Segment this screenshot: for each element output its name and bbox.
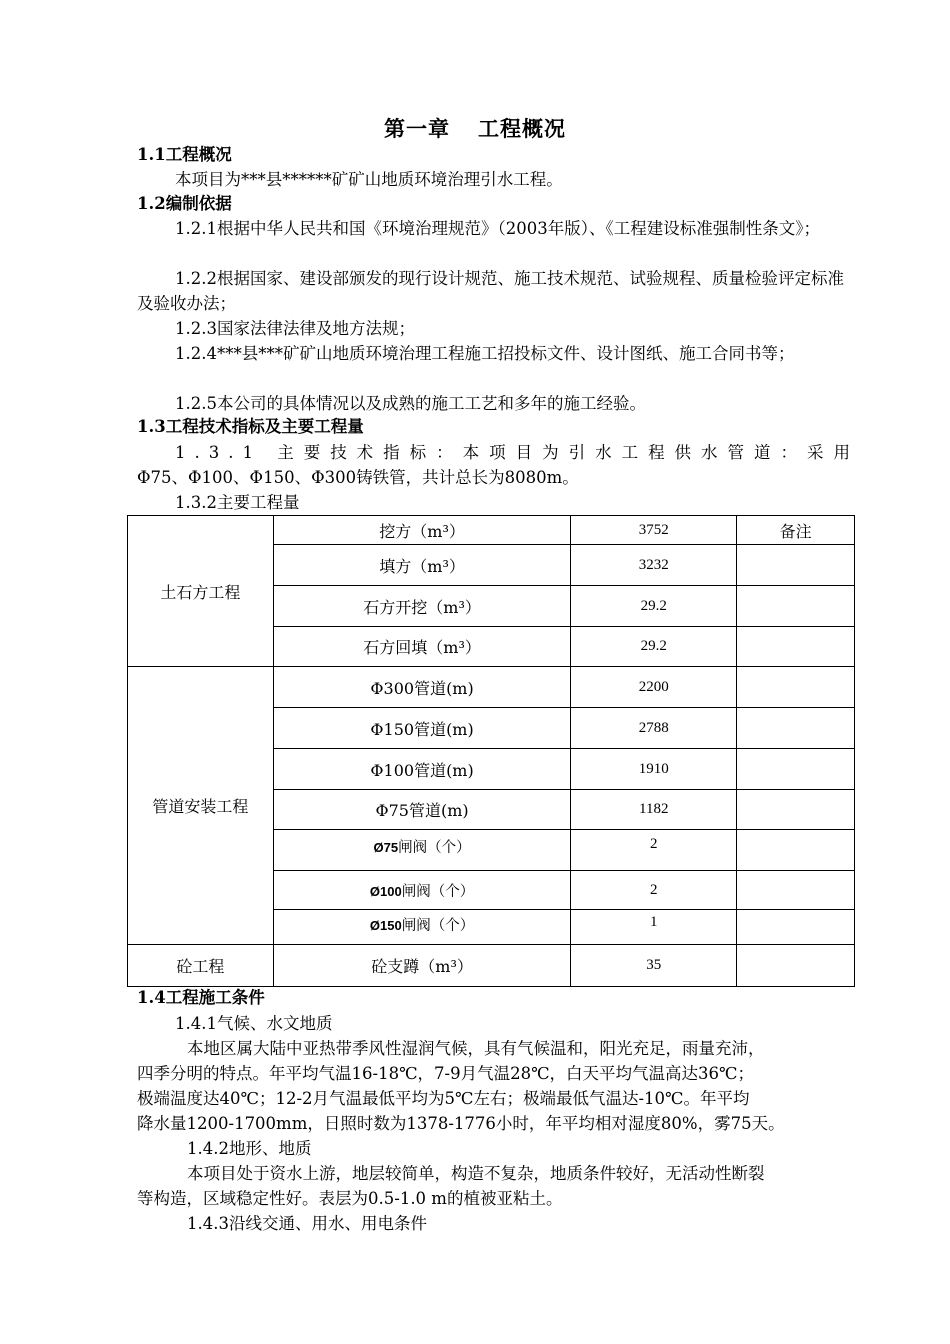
item-cell: 石方开挖（m³） — [273, 586, 571, 627]
quantities-table — [127, 515, 855, 987]
chapter-title — [0, 113, 950, 143]
remark-cell — [737, 945, 855, 987]
item-cell: Ø100闸阀（个） — [273, 871, 571, 910]
group-pipe-install: 管道安装工程 — [128, 667, 274, 945]
subsection-1-4-3: 1.4.3沿线交通、用水、用电条件 — [187, 1214, 427, 1233]
item-cell: 石方回填（m³） — [273, 627, 571, 667]
table-row — [128, 667, 855, 708]
quantity-cell: 29.2 — [571, 627, 737, 667]
item-cell: Ø150闸阀（个） — [273, 910, 571, 945]
quantity-cell: 1910 — [571, 749, 737, 790]
quantity-cell: 29.2 — [571, 586, 737, 627]
section-1-4-heading: 1.4工程施工条件 — [137, 988, 265, 1007]
remark-header: 备注 — [737, 516, 855, 545]
climate-line-4: 降水量1200-1700mm，日照时数为1378-1776小时，年平均相对湿度80%，雾75天。 — [137, 1114, 785, 1133]
item-cell: Φ100管道(m) — [273, 749, 571, 790]
remark-cell — [737, 871, 855, 910]
basis-item-2: 1.2.2根据国家、建设部颁发的现行设计规范、施工技术规范、试验规程、质量检验评定标准及验收办法； — [137, 269, 844, 313]
remark-cell — [737, 790, 855, 830]
table-row — [128, 516, 855, 545]
quantity-cell: 2788 — [571, 708, 737, 749]
basis-item-1: 1.2.1根据中华人民共和国《环境治理规范》（2003年版）、《工程建设标准强制性条文》； — [175, 219, 820, 238]
item-cell: Ø75闸阀（个） — [273, 830, 571, 871]
geology-line-2: 等构造，区域稳定性好。表层为0.5-1.0 m的植被亚粘土。 — [137, 1189, 563, 1208]
quantity-cell: 2 — [571, 830, 737, 871]
item-cell: Φ75管道(m) — [273, 790, 571, 830]
chapter-name: 工程概况 — [478, 116, 566, 141]
remark-cell — [737, 627, 855, 667]
item-cell: 填方（m³） — [273, 545, 571, 586]
tech-index-line-2: Φ75、Φ100、Φ150、Φ300铸铁管，共计总长为8080m。 — [137, 468, 579, 487]
quantity-cell: 3232 — [571, 545, 737, 586]
basis-item-3: 1.2.3国家法律法律及地方法规； — [175, 319, 415, 338]
subsection-1-4-2: 1.4.2地形、地质 — [187, 1139, 312, 1158]
item-cell: Φ150管道(m) — [273, 708, 571, 749]
section-1-1-text: 本项目为***县******矿矿山地质环境治理引水工程。 — [175, 170, 563, 189]
item-cell: 挖方（m³） — [273, 516, 571, 545]
basis-item-4: 1.2.4***县***矿矿山地质环境治理工程施工招投标文件、设计图纸、施工合同书等； — [175, 344, 795, 363]
geology-line-1: 本项目处于资水上游，地层较简单，构造不复杂，地质条件较好，无活动性断裂 — [187, 1164, 765, 1183]
group-concrete: 砼工程 — [128, 945, 274, 987]
basis-item-5: 1.2.5本公司的具体情况以及成熟的施工工艺和多年的施工经验。 — [175, 394, 646, 413]
remark-cell — [737, 708, 855, 749]
quantity-cell: 1 — [571, 910, 737, 945]
item-cell: Φ300管道(m) — [273, 667, 571, 708]
remark-cell — [737, 910, 855, 945]
remark-cell — [737, 586, 855, 627]
tech-index-line-1: 1.3.1 主要技术指标：本项目为引水工程供水管道：采用 — [175, 443, 859, 462]
quantity-cell: 1182 — [571, 790, 737, 830]
remark-cell — [737, 749, 855, 790]
remark-cell — [737, 830, 855, 871]
climate-line-1: 本地区属大陆中亚热带季风性湿润气候，具有气候温和，阳光充足，雨量充沛， — [187, 1039, 765, 1058]
quantity-cell: 2 — [571, 871, 737, 910]
group-earthwork: 土石方工程 — [128, 516, 274, 667]
remark-cell — [737, 667, 855, 708]
climate-line-3: 极端温度达40℃；12-2月气温最低平均为5℃左右；极端最低气温达-10℃。年平均 — [137, 1089, 750, 1108]
section-1-3-heading: 1.3工程技术指标及主要工程量 — [137, 417, 364, 436]
subsection-1-4-1: 1.4.1气候、水文地质 — [175, 1014, 333, 1033]
climate-line-2: 四季分明的特点。年平均气温16-18℃，7-9月气温28℃，白天平均气温高达36℃； — [137, 1064, 755, 1083]
remark-cell — [737, 545, 855, 586]
section-1-1-heading: 1.1工程概况 — [137, 145, 232, 164]
quantity-cell: 35 — [571, 945, 737, 987]
quantity-cell: 3752 — [571, 516, 737, 545]
quantities-label: 1.3.2主要工程量 — [175, 493, 300, 512]
item-cell: 砼支蹲（m³） — [273, 945, 571, 987]
quantity-cell: 2200 — [571, 667, 737, 708]
section-1-2-heading: 1.2编制依据 — [137, 194, 232, 213]
table-row — [128, 945, 855, 987]
chapter-number: 第一章 — [384, 116, 450, 141]
